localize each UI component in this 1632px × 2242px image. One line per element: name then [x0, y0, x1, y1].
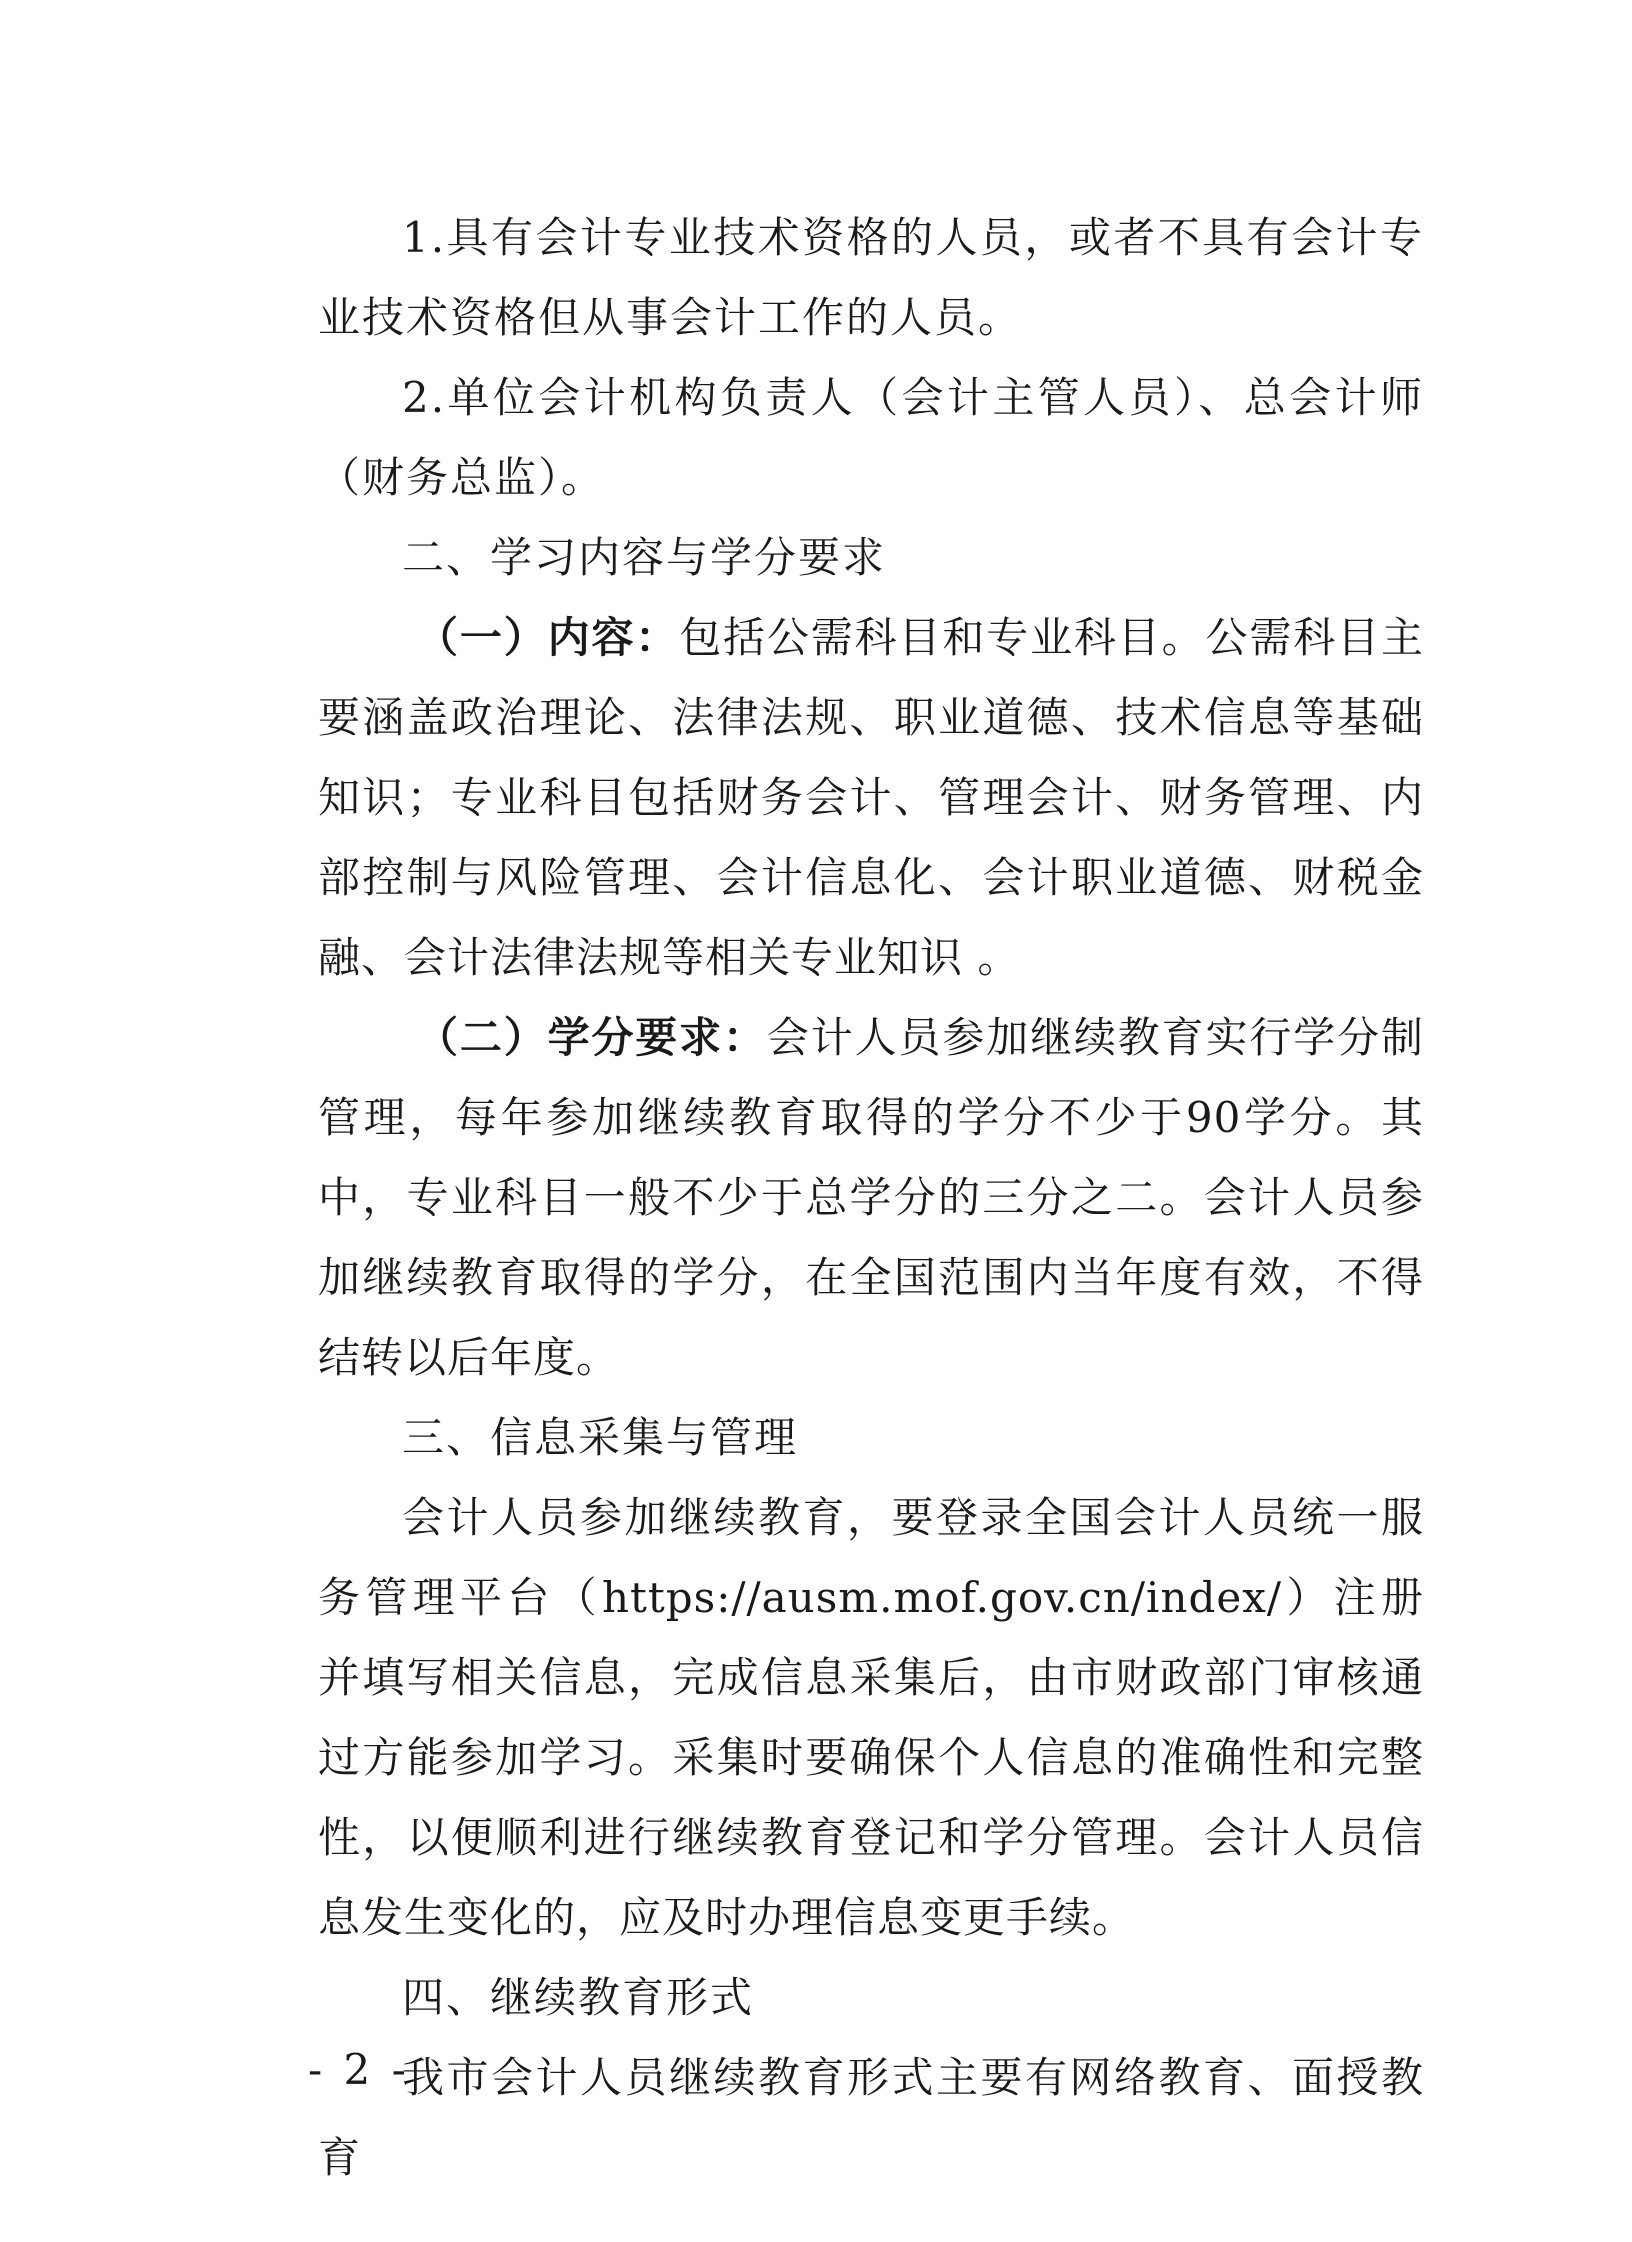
section-2-heading: 二、学习内容与学分要求	[402, 533, 887, 582]
paragraph-item-1: 1.具有会计专业技术资格的人员，或者不具有会计专业技术资格但从事会计工作的人员。	[318, 213, 1424, 342]
section-4-heading: 四、继续教育形式	[402, 1973, 755, 2022]
page-number: - 2 -	[308, 2045, 410, 2094]
section-4-paragraph: 我市会计人员继续教育形式主要有网络教育、面授教育	[318, 2053, 1424, 2182]
credit-label: （二）学分要求：	[416, 1013, 767, 1062]
document-body	[318, 198, 1424, 2198]
paragraph-item-2: 2.单位会计机构负责人（会计主管人员）、总会计师（财务总监）。	[318, 373, 1424, 502]
content-label: （一）内容：	[416, 613, 680, 662]
section-3-heading: 三、信息采集与管理	[402, 1413, 799, 1462]
section-3-paragraph: 会计人员参加继续教育，要登录全国会计人员统一服务管理平台（https://ausm.mof.gov.cn/index/）注册并填写相关信息，完成信息采集后，由市财政部门审核通过方能参加学习。采集时要确保个人信息的准确性和完整性，以便顺利进行继续教育登记和学分管理。会计人员信息发生变化的，应及时办理信息变更手续。	[318, 1493, 1424, 1942]
section-2-content-paragraph	[318, 598, 1424, 998]
credit-text: 会计人员参加继续教育实行学分制管理，每年参加继续教育取得的学分不少于90学分。其中，专业科目一般不少于总学分的三分之二。会计人员参加继续教育取得的学分，在全国范围内当年度有效，不得结转以后年度。	[318, 1013, 1424, 1382]
section-2-credit-paragraph	[318, 998, 1424, 1398]
content-text: 包括公需科目和专业科目。公需科目主要涵盖政治理论、法律法规、职业道德、技术信息等基础知识；专业科目包括财务会计、管理会计、财务管理、内部控制与风险管理、会计信息化、会计职业道德、财税金融、会计法律法规等相关专业知识 。	[318, 613, 1424, 982]
